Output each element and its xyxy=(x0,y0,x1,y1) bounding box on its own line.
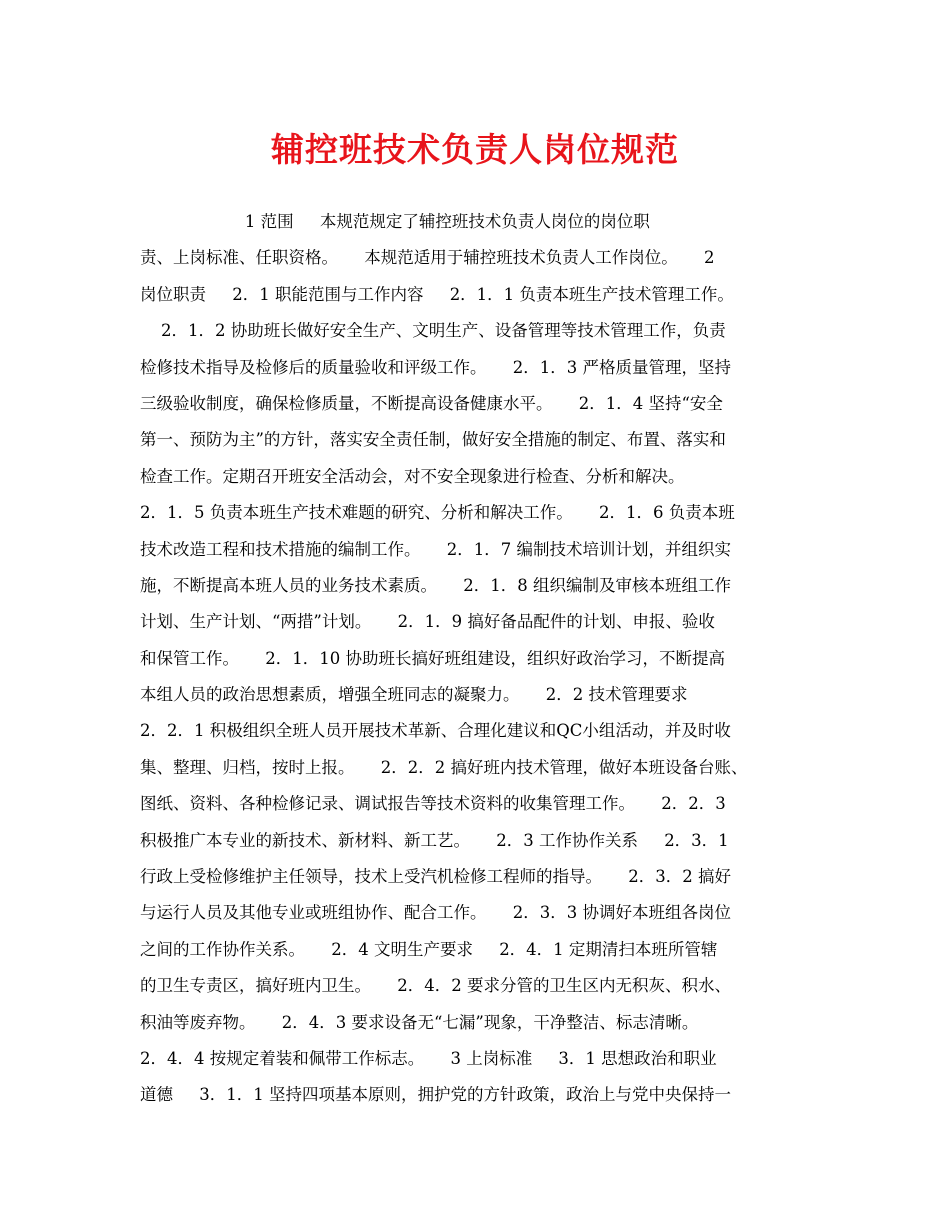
body-line: 集、整理、归档，按时上报。 2．2．2 搞好班内技术管理，做好本班设备台账、 xyxy=(140,757,748,777)
body-line: 与运行人员及其他专业或班组协作、配合工作。 2．3．3 协调好本班组各岗位 xyxy=(140,903,731,923)
document-body xyxy=(140,204,820,1114)
body-line: 2．1．2 协助班长做好安全生产、文明生产、设备管理等技术管理工作，负责 xyxy=(140,321,726,341)
body-line: 2．4．4 按规定着装和佩带工作标志。 3 上岗标准 3．1 思想政治和职业 xyxy=(140,1048,717,1068)
body-line: 1 范围 本规范规定了辅控班技术负责人岗位的岗位职 xyxy=(140,212,650,231)
body-line: 积极推广本专业的新技术、新材料、新工艺。 2．3 工作协作关系 2．3．1 xyxy=(140,830,729,850)
body-line: 2．2．1 积极组织全班人员开展技术革新、合理化建议和QC小组活动，并及时收 xyxy=(140,721,731,741)
body-line: 行政上受检修维护主任领导，技术上受汽机检修工程师的指导。 2．3．2 搞好 xyxy=(140,867,731,887)
body-line: 三级验收制度，确保检修质量，不断提高设备健康水平。 2．1．4 坚持“安全 xyxy=(140,393,723,413)
body-line: 和保管工作。 2．1．10 协助班长搞好班组建设，组织好政治学习，不断提高 xyxy=(140,648,725,668)
body-line: 2．1．5 负责本班生产技术难题的研究、分析和解决工作。 2．1．6 负责本班 xyxy=(140,503,735,523)
body-line: 检修技术指导及检修后的质量验收和评级工作。 2．1．3 严格质量管理，坚持 xyxy=(140,357,731,377)
body-line: 施，不断提高本班人员的业务技术素质。 2．1．8 组织编制及审核本班组工作 xyxy=(140,575,731,595)
body-line: 检查工作。定期召开班安全活动会，对不安全现象进行检查、分析和解决。 xyxy=(140,466,685,486)
body-line: 的卫生专责区，搞好班内卫生。 2．4．2 要求分管的卫生区内无积灰、积水、 xyxy=(140,976,731,996)
body-line: 责、上岗标准、任职资格。 本规范适用于辅控班技术负责人工作岗位。 2 xyxy=(140,248,715,268)
body-line: 积油等废弃物。 2．4．3 要求设备无“七漏”现象，干净整洁、标志清晰。 xyxy=(140,1012,699,1032)
body-line: 计划、生产计划、“两措”计划。 2．1．9 搞好备品配件的计划、申报、验收 xyxy=(140,612,715,632)
document-title: 辅控班技术负责人岗位规范 xyxy=(271,130,679,169)
body-line: 之间的工作协作关系。 2．4 文明生产要求 2．4．1 定期清扫本班所管辖 xyxy=(140,939,718,959)
body-line: 本组人员的政治思想素质，增强全班同志的凝聚力。 2．2 技术管理要求 xyxy=(140,685,688,705)
body-line: 图纸、资料、各种检修记录、调试报告等技术资料的收集管理工作。 2．2．3 xyxy=(140,794,726,814)
body-line: 岗位职责 2．1 职能范围与工作内容 2．1．1 负责本班生产技术管理工作。 xyxy=(140,284,734,304)
body-line: 道德 3．1．1 坚持四项基本原则，拥护党的方针政策，政治上与党中央保持一 xyxy=(140,1085,731,1105)
body-line: 第一、预防为主”的方针，落实安全责任制，做好安全措施的制定、布置、落实和 xyxy=(140,430,726,450)
body-line: 技术改造工程和技术措施的编制工作。 2．1．7 编制技术培训计划，并组织实 xyxy=(140,539,731,559)
